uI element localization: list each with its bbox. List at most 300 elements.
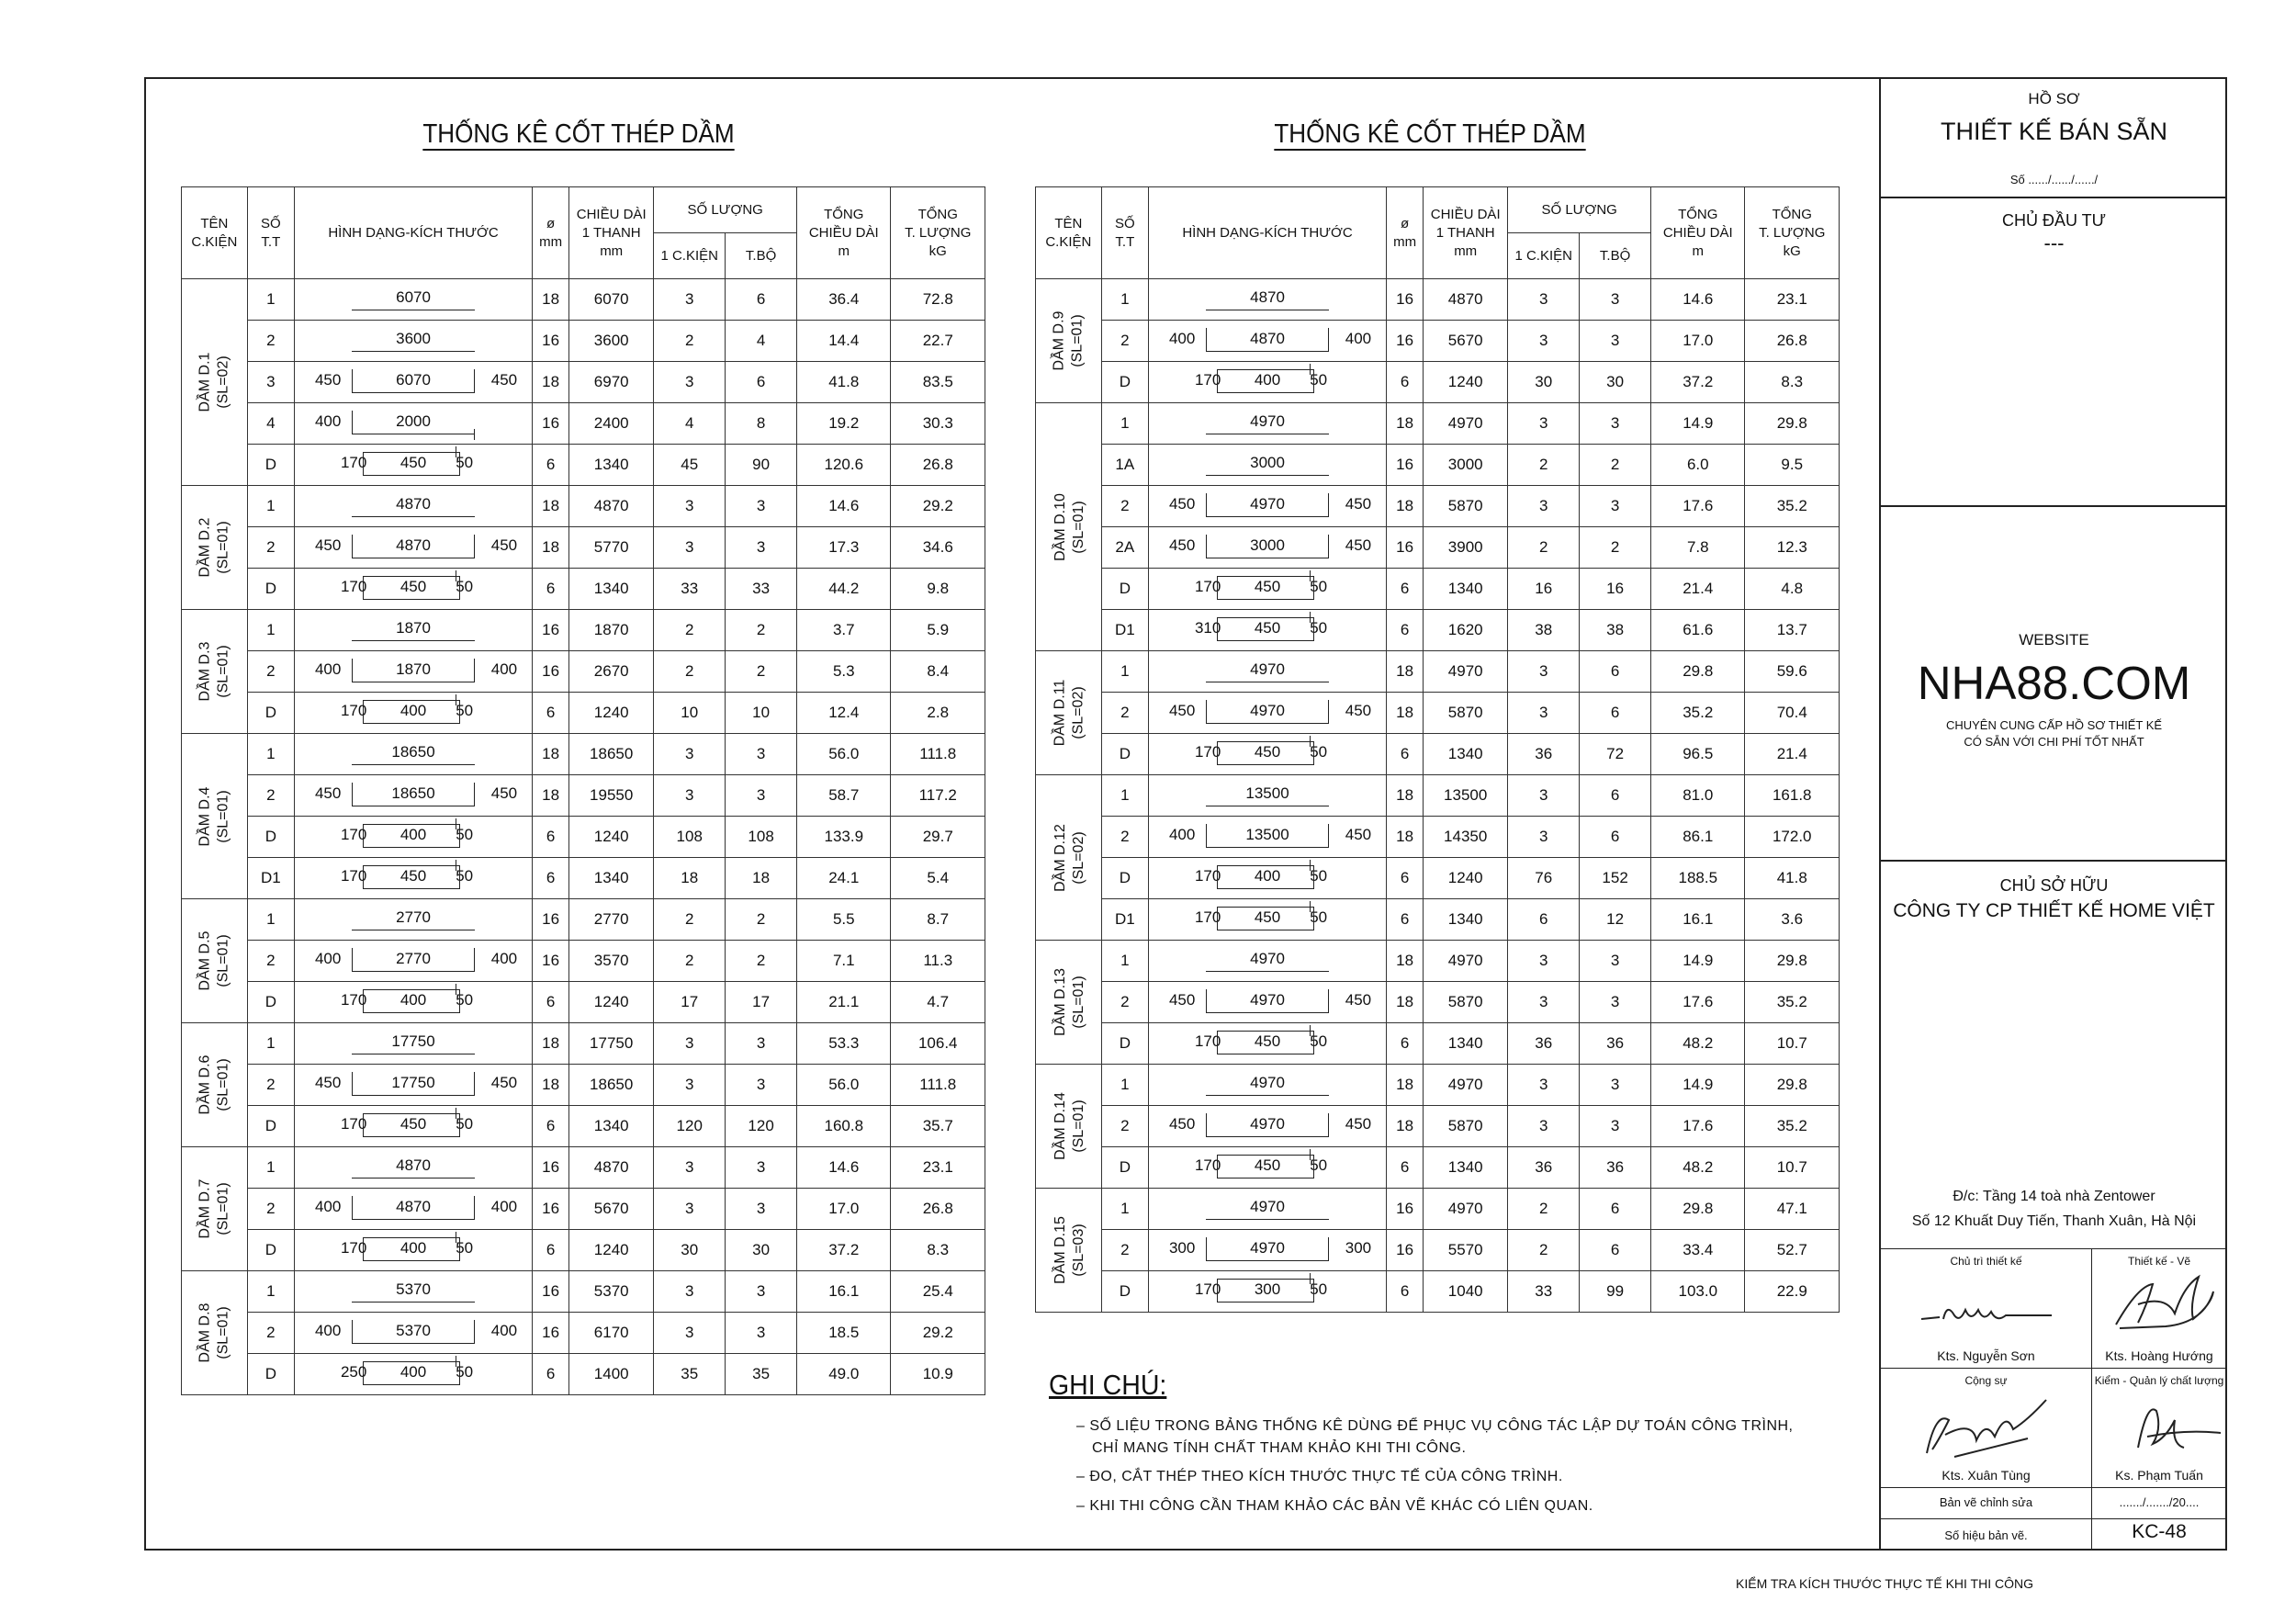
bar-length: 5570	[1424, 1230, 1508, 1271]
left-hdr-total-weight: TỔNG T. LƯỢNG kG	[891, 187, 985, 279]
tb-chu-dau-tu-label: CHỦ ĐẦU TƯ	[2001, 211, 2107, 230]
table-row	[1036, 775, 1840, 817]
qty-per-member: 3	[654, 775, 726, 817]
bar-length: 1340	[569, 445, 654, 486]
bar-diameter: 6	[533, 569, 569, 610]
note-line-4: – KHI THI CÔNG CẦN THAM KHẢO CÁC BẢN VẼ KHÁC CÓ LIÊN QUAN.	[1076, 1498, 1593, 1514]
qty-total: 3	[726, 1271, 797, 1313]
total-weight: 30.3	[891, 403, 985, 445]
qty-total: 3	[726, 486, 797, 527]
right-table-title: THỐNG KÊ CỐT THÉP DẦM	[1274, 119, 1586, 149]
tb-drawing-number-row	[1881, 1519, 2227, 1551]
qty-total: 3	[1580, 321, 1651, 362]
qty-per-member: 18	[654, 858, 726, 899]
qty-per-member: 33	[1508, 1271, 1580, 1313]
bar-length: 4970	[1424, 1189, 1508, 1230]
right-hdr-length: CHIỀU DÀI 1 THANH mm	[1424, 187, 1508, 279]
left-table-title: THỐNG KÊ CỐT THÉP DẦM	[422, 119, 735, 149]
bar-diameter: 16	[533, 1147, 569, 1189]
bar-diameter: 6	[1387, 858, 1424, 899]
total-weight: 10.7	[1745, 1147, 1840, 1189]
total-weight: 25.4	[891, 1271, 985, 1313]
left-hdr-qty-per-member: 1 C.KIỆN	[654, 233, 726, 279]
qty-total: 6	[1580, 817, 1651, 858]
table-row	[182, 1023, 985, 1065]
qty-total: 3	[726, 527, 797, 569]
table-row	[182, 775, 985, 817]
total-weight: 35.2	[1745, 486, 1840, 527]
total-length: 5.5	[797, 899, 891, 941]
table-row	[182, 403, 985, 445]
total-weight: 35.2	[1745, 1106, 1840, 1147]
qty-per-member: 30	[654, 1230, 726, 1271]
tb-tagline-2: CÓ SẴN VỚI CHI PHÍ TỐT NHẤT	[1964, 735, 2144, 749]
bar-diameter: 18	[533, 734, 569, 775]
bar-length: 5870	[1424, 1106, 1508, 1147]
bar-shape-stirrup: 170 450 50	[295, 858, 532, 898]
total-length: 48.2	[1651, 1147, 1745, 1189]
bar-shape-cell	[294, 1189, 532, 1230]
table-row	[182, 321, 985, 362]
bar-number: 1	[247, 279, 294, 321]
bar-number: D	[1101, 734, 1148, 775]
table-row	[182, 1230, 985, 1271]
total-length: 48.2	[1651, 1023, 1745, 1065]
bar-length: 1340	[1424, 734, 1508, 775]
qty-total: 3	[1580, 279, 1651, 321]
tb-name-1: Kts. Nguyễn Sơn	[1937, 1348, 2035, 1363]
qty-total: 36	[1580, 1023, 1651, 1065]
bar-number: 1	[1101, 1189, 1148, 1230]
bar-shape-cell	[294, 817, 532, 858]
total-length: 133.9	[797, 817, 891, 858]
qty-total: 6	[1580, 1230, 1651, 1271]
total-weight: 29.2	[891, 1313, 985, 1354]
total-length: 17.6	[1651, 1106, 1745, 1147]
total-length: 16.1	[1651, 899, 1745, 941]
total-weight: 29.8	[1745, 941, 1840, 982]
total-weight: 41.8	[1745, 858, 1840, 899]
total-length: 21.1	[797, 982, 891, 1023]
bar-number: D	[247, 693, 294, 734]
qty-per-member: 3	[654, 486, 726, 527]
qty-per-member: 3	[1508, 1065, 1580, 1106]
qty-total: 2	[726, 651, 797, 693]
bar-shape-cell	[294, 1354, 532, 1395]
qty-total: 3	[726, 1065, 797, 1106]
qty-total: 3	[726, 775, 797, 817]
total-length: 14.4	[797, 321, 891, 362]
bar-length: 14350	[1424, 817, 1508, 858]
table-row	[1036, 693, 1840, 734]
bar-number: 2	[1101, 693, 1148, 734]
total-length: 17.0	[1651, 321, 1745, 362]
tb-role-1: Chủ trì thiết kế	[1950, 1255, 2022, 1268]
qty-per-member: 3	[1508, 486, 1580, 527]
bar-length: 5670	[1424, 321, 1508, 362]
left-steel-table	[181, 186, 985, 1395]
total-length: 36.4	[797, 279, 891, 321]
bar-diameter: 6	[1387, 1147, 1424, 1189]
bar-shape-straight: 13500	[1149, 775, 1386, 816]
total-length: 61.6	[1651, 610, 1745, 651]
bar-diameter: 18	[533, 527, 569, 569]
qty-per-member: 108	[654, 817, 726, 858]
bar-diameter: 18	[1387, 693, 1424, 734]
qty-total: 152	[1580, 858, 1651, 899]
total-weight: 29.8	[1745, 1065, 1840, 1106]
right-hdr-quantity: SỐ LƯỢNG	[1508, 187, 1651, 233]
bar-number: 2	[247, 775, 294, 817]
qty-total: 6	[1580, 651, 1651, 693]
qty-per-member: 35	[654, 1354, 726, 1395]
bar-diameter: 18	[1387, 651, 1424, 693]
bar-length: 1040	[1424, 1271, 1508, 1313]
bar-length: 5870	[1424, 486, 1508, 527]
bar-shape-straight: 4870	[1149, 279, 1386, 320]
total-weight: 8.7	[891, 899, 985, 941]
tb-address-1: Đ/c: Tầng 14 toà nhà Zentower	[1953, 1189, 2155, 1204]
tb-name-2: Kts. Hoàng Hướng	[2105, 1348, 2213, 1363]
total-weight: 47.1	[1745, 1189, 1840, 1230]
bar-shape-stirrup: 170 450 50	[1149, 1023, 1386, 1064]
table-row	[1036, 569, 1840, 610]
bar-length: 19550	[569, 775, 654, 817]
member-name-cell: DẦM D.10 (SL=01)	[1036, 403, 1102, 651]
qty-per-member: 3	[654, 1271, 726, 1313]
total-length: 14.9	[1651, 941, 1745, 982]
total-weight: 23.1	[891, 1147, 985, 1189]
bar-shape-stirrup: 170 450 50	[1149, 569, 1386, 609]
tb-chu-so-huu	[1881, 862, 2227, 1249]
bar-shape-cell	[294, 982, 532, 1023]
bar-diameter: 6	[533, 1106, 569, 1147]
table-row	[1036, 899, 1840, 941]
bar-number: 1	[1101, 279, 1148, 321]
bar-shape-cell	[294, 279, 532, 321]
total-weight: 83.5	[891, 362, 985, 403]
bar-shape-cell	[1148, 1147, 1386, 1189]
left-hdr-qty-total: T.BỘ	[726, 233, 797, 279]
total-weight: 8.3	[1745, 362, 1840, 403]
table-row	[182, 982, 985, 1023]
bar-shape-cell	[1148, 982, 1386, 1023]
tb-revision-label: Bản vẽ chỉnh sửa	[1939, 1495, 2033, 1509]
bar-diameter: 18	[533, 279, 569, 321]
bar-shape-cell	[1148, 693, 1386, 734]
bar-shape-cell	[1148, 362, 1386, 403]
bar-diameter: 18	[1387, 1065, 1424, 1106]
bar-number: 2	[247, 1065, 294, 1106]
tb-address-2: Số 12 Khuất Duy Tiến, Thanh Xuân, Hà Nội	[1911, 1213, 2197, 1229]
qty-per-member: 4	[654, 403, 726, 445]
qty-total: 6	[726, 279, 797, 321]
total-weight: 161.8	[1745, 775, 1840, 817]
total-weight: 26.8	[1745, 321, 1840, 362]
total-length: 3.7	[797, 610, 891, 651]
qty-total: 36	[1580, 1147, 1651, 1189]
qty-per-member: 3	[1508, 775, 1580, 817]
table-row	[1036, 1106, 1840, 1147]
bar-shape-straight: 5370	[295, 1271, 532, 1312]
bar-length: 5870	[1424, 982, 1508, 1023]
bar-shape-straight: 4970	[1149, 941, 1386, 981]
bar-length: 4870	[569, 486, 654, 527]
bar-diameter: 6	[533, 445, 569, 486]
bar-shape-stirrup: 170 400 50	[295, 817, 532, 857]
member-name-cell: DẦM D.4 (SL=01)	[182, 734, 248, 899]
bar-number: 1	[247, 486, 294, 527]
bar-diameter: 18	[533, 1065, 569, 1106]
bar-diameter: 18	[533, 486, 569, 527]
bar-number: 1	[1101, 403, 1148, 445]
total-weight: 26.8	[891, 1189, 985, 1230]
bar-shape-stirrup: 170 450 50	[1149, 899, 1386, 940]
right-hdr-shape: HÌNH DẠNG-KÍCH THƯỚC	[1148, 187, 1386, 279]
qty-per-member: 3	[1508, 279, 1580, 321]
bar-shape-stirrup: 310 450 50	[1149, 610, 1386, 650]
total-length: 21.4	[1651, 569, 1745, 610]
total-weight: 8.3	[891, 1230, 985, 1271]
table-row	[182, 899, 985, 941]
member-name-cell: DẦM D.13 (SL=01)	[1036, 941, 1102, 1065]
bar-length: 1340	[1424, 899, 1508, 941]
qty-per-member: 3	[1508, 321, 1580, 362]
left-hdr-ten: TÊN C.KIỆN	[182, 187, 248, 279]
bar-shape-cell	[294, 486, 532, 527]
total-length: 96.5	[1651, 734, 1745, 775]
bar-length: 5770	[569, 527, 654, 569]
bar-shape-straight: 4870	[295, 1147, 532, 1188]
qty-total: 10	[726, 693, 797, 734]
bar-number: 2	[1101, 1106, 1148, 1147]
bar-shape-u: 450 4970 450	[1149, 486, 1386, 526]
bar-number: D1	[247, 858, 294, 899]
table-row	[182, 279, 985, 321]
total-weight: 3.6	[1745, 899, 1840, 941]
tb-chu-dau-tu-value: ---	[2043, 231, 2065, 254]
bar-shape-cell	[294, 693, 532, 734]
bar-length: 5870	[1424, 693, 1508, 734]
bar-number: 1A	[1101, 445, 1148, 486]
bar-shape-straight: 17750	[295, 1023, 532, 1064]
table-row	[1036, 1189, 1840, 1230]
qty-total: 3	[726, 734, 797, 775]
total-length: 120.6	[797, 445, 891, 486]
tb-website	[1881, 507, 2227, 862]
tb-role-2: Thiết kế - Vẽ	[2127, 1255, 2191, 1268]
qty-per-member: 3	[654, 1313, 726, 1354]
table-row	[1036, 1065, 1840, 1106]
qty-per-member: 36	[1508, 1147, 1580, 1189]
total-length: 37.2	[797, 1230, 891, 1271]
total-length: 53.3	[797, 1023, 891, 1065]
total-length: 17.6	[1651, 486, 1745, 527]
bar-length: 4870	[569, 1147, 654, 1189]
bar-length: 18650	[569, 734, 654, 775]
bar-shape-stirrup: 170 400 50	[295, 1230, 532, 1270]
bar-number: D	[1101, 1023, 1148, 1065]
bar-shape-cell	[1148, 321, 1386, 362]
total-weight: 29.7	[891, 817, 985, 858]
member-name-cell: DẦM D.9 (SL=01)	[1036, 279, 1102, 403]
bar-number: D	[247, 445, 294, 486]
qty-total: 35	[726, 1354, 797, 1395]
bar-shape-stirrup: 250 400 50	[295, 1354, 532, 1394]
qty-total: 4	[726, 321, 797, 362]
bar-shape-cell	[294, 445, 532, 486]
bar-shape-straight: 4970	[1149, 403, 1386, 444]
bar-length: 4970	[1424, 1065, 1508, 1106]
table-row	[1036, 362, 1840, 403]
total-weight: 34.6	[891, 527, 985, 569]
table-row	[1036, 982, 1840, 1023]
table-row	[182, 651, 985, 693]
total-weight: 13.7	[1745, 610, 1840, 651]
qty-per-member: 3	[654, 1065, 726, 1106]
bar-shape-stirrup: 170 450 50	[1149, 734, 1386, 774]
tb-website-label: WEBSITE	[2019, 631, 2089, 648]
bar-shape-u: 450 4970 450	[1149, 1106, 1386, 1146]
qty-per-member: 3	[654, 279, 726, 321]
total-length: 33.4	[1651, 1230, 1745, 1271]
table-row	[1036, 1271, 1840, 1313]
tb-sign-row-2	[1881, 1369, 2227, 1488]
tb-cong-ty: CÔNG TY CP THIẾT KẾ HOME VIỆT	[1893, 900, 2215, 921]
total-length: 19.2	[797, 403, 891, 445]
qty-total: 2	[726, 941, 797, 982]
bar-length: 1620	[1424, 610, 1508, 651]
table-row	[1036, 321, 1840, 362]
bar-shape-stirrup: 170 450 50	[295, 1106, 532, 1146]
bar-number: 2	[247, 1313, 294, 1354]
qty-per-member: 3	[654, 1147, 726, 1189]
table-row	[182, 858, 985, 899]
qty-per-member: 2	[1508, 445, 1580, 486]
total-length: 17.3	[797, 527, 891, 569]
member-name-cell: DẦM D.11 (SL=02)	[1036, 651, 1102, 775]
table-row	[182, 1147, 985, 1189]
bar-shape-stirrup: 170 450 50	[295, 569, 532, 609]
note-line-2: CHỈ MANG TÍNH CHẤT THAM KHẢO KHI THI CÔNG.	[1092, 1440, 1467, 1456]
bar-shape-cell	[1148, 858, 1386, 899]
qty-per-member: 2	[654, 651, 726, 693]
table-row	[1036, 445, 1840, 486]
bar-shape-cell	[1148, 403, 1386, 445]
bar-shape-cell	[1148, 1106, 1386, 1147]
bar-length: 1400	[569, 1354, 654, 1395]
table-row	[182, 445, 985, 486]
total-weight: 9.5	[1745, 445, 1840, 486]
bar-number: 1	[1101, 775, 1148, 817]
total-length: 14.9	[1651, 403, 1745, 445]
bar-shape-cell	[1148, 651, 1386, 693]
bar-shape-straight: 1870	[295, 610, 532, 650]
bar-diameter: 18	[533, 362, 569, 403]
bar-diameter: 6	[1387, 610, 1424, 651]
bar-shape-u: 400 5370 400	[295, 1313, 532, 1353]
bar-shape-cell	[294, 610, 532, 651]
bar-length: 1240	[569, 982, 654, 1023]
tb-tagline-1: CHUYÊN CUNG CẤP HỒ SƠ THIẾT KẾ	[1945, 718, 2163, 732]
bar-length: 3000	[1424, 445, 1508, 486]
bar-shape-cell	[294, 941, 532, 982]
qty-total: 6	[1580, 1189, 1651, 1230]
qty-per-member: 6	[1508, 899, 1580, 941]
qty-total: 30	[1580, 362, 1651, 403]
total-weight: 72.8	[891, 279, 985, 321]
bar-shape-cell	[1148, 569, 1386, 610]
bar-shape-u: 450 4970 450	[1149, 693, 1386, 733]
bar-number: 2	[247, 651, 294, 693]
bar-number: D	[247, 1354, 294, 1395]
bar-length: 1340	[569, 1106, 654, 1147]
bar-shape-cell	[294, 1313, 532, 1354]
member-name-cell: DẦM D.8 (SL=01)	[182, 1271, 248, 1395]
total-weight: 70.4	[1745, 693, 1840, 734]
qty-per-member: 2	[654, 321, 726, 362]
bar-number: D	[247, 1230, 294, 1271]
bar-shape-stirrup: 170 400 50	[1149, 362, 1386, 402]
bar-shape-stirrup: 170 450 50	[295, 445, 532, 485]
total-length: 7.8	[1651, 527, 1745, 569]
bar-shape-cell	[294, 1065, 532, 1106]
bar-shape-cell	[1148, 817, 1386, 858]
bar-shape-cell	[1148, 1065, 1386, 1106]
bar-length: 1340	[1424, 1147, 1508, 1189]
total-length: 44.2	[797, 569, 891, 610]
bar-shape-cell	[294, 1147, 532, 1189]
right-hdr-qty-total: T.BỘ	[1580, 233, 1651, 279]
total-weight: 29.2	[891, 486, 985, 527]
qty-per-member: 3	[1508, 403, 1580, 445]
member-name-cell: DẦM D.7 (SL=01)	[182, 1147, 248, 1271]
bar-number: D	[1101, 569, 1148, 610]
total-weight: 111.8	[891, 734, 985, 775]
bar-diameter: 6	[1387, 899, 1424, 941]
bar-diameter: 16	[1387, 1189, 1424, 1230]
bar-length: 3570	[569, 941, 654, 982]
note-line-3: – ĐO, CẮT THÉP THEO KÍCH THƯỚC THỰC TẾ CỦA CÔNG TRÌNH.	[1076, 1469, 1563, 1484]
bar-shape-cell	[294, 1023, 532, 1065]
total-weight: 12.3	[1745, 527, 1840, 569]
bar-shape-u: 400 13500 450	[1149, 817, 1386, 857]
qty-per-member: 3	[1508, 693, 1580, 734]
bar-shape-cell	[294, 527, 532, 569]
bar-length: 1240	[569, 1230, 654, 1271]
table-row	[182, 1271, 985, 1313]
bar-shape-cell	[294, 775, 532, 817]
bar-shape-straight: 3600	[295, 321, 532, 361]
bar-length: 1340	[569, 858, 654, 899]
qty-total: 2	[726, 610, 797, 651]
qty-per-member: 76	[1508, 858, 1580, 899]
total-length: 16.1	[797, 1271, 891, 1313]
bar-length: 17750	[569, 1023, 654, 1065]
member-name-cell: DẦM D.5 (SL=01)	[182, 899, 248, 1023]
bar-diameter: 6	[533, 982, 569, 1023]
member-name-cell: DẦM D.14 (SL=01)	[1036, 1065, 1102, 1189]
bar-shape-u: 450 18650 450	[295, 775, 532, 816]
bar-diameter: 16	[1387, 445, 1424, 486]
bar-length: 5370	[569, 1271, 654, 1313]
table-row	[1036, 1230, 1840, 1271]
bar-number: 1	[1101, 1065, 1148, 1106]
bar-diameter: 16	[533, 1271, 569, 1313]
bar-shape-cell	[1148, 941, 1386, 982]
table-row	[182, 1313, 985, 1354]
qty-total: 33	[726, 569, 797, 610]
